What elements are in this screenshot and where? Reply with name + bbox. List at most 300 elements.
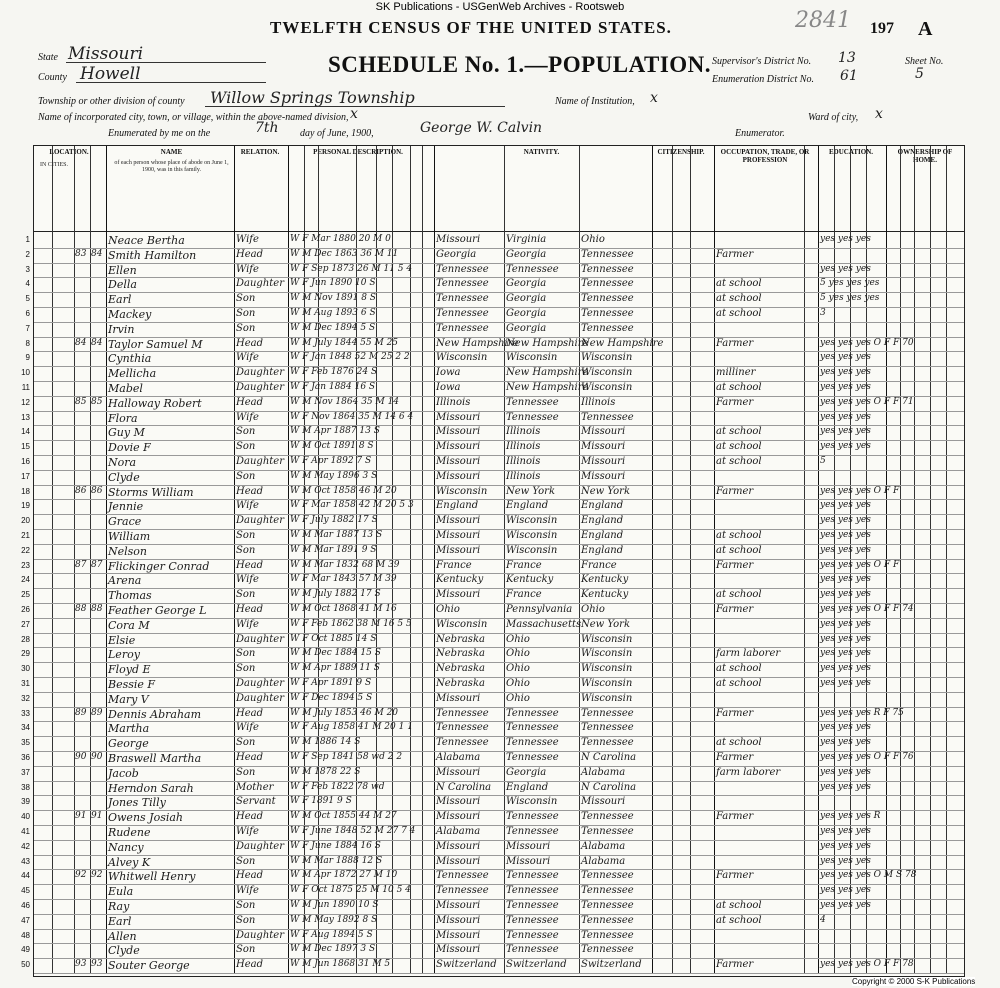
birthplace-father: Georgia xyxy=(506,293,547,305)
supervisor-value: 13 xyxy=(838,50,856,66)
birthplace-father: Ohio xyxy=(506,663,530,675)
birthplace-person: Missouri xyxy=(436,544,481,556)
birthplace-person: Tennessee xyxy=(436,722,489,734)
family-number: 84 xyxy=(91,337,103,348)
birthplace-mother: England xyxy=(581,544,624,556)
occupation: at school xyxy=(716,456,762,467)
row-number: 21 xyxy=(21,531,30,540)
person-name: Jacob xyxy=(108,766,139,780)
education-ownership: 5 xyxy=(820,456,826,466)
birthplace-father: Wisconsin xyxy=(506,530,558,541)
row-number: 6 xyxy=(25,309,30,318)
person-name: Whitwell Henry xyxy=(108,870,196,884)
occupation: at school xyxy=(716,589,762,601)
relation: Head xyxy=(236,337,264,349)
birthplace-person: Tennessee xyxy=(436,885,489,897)
education-ownership: yes yes yes xyxy=(820,648,871,659)
copyright-notice: Copyright © 2000 S-K Publications xyxy=(852,977,976,986)
birthplace-person: New Hampshire xyxy=(436,337,519,349)
birthplace-mother: Tennessee xyxy=(581,811,634,823)
enumerator-label: Enumerator. xyxy=(735,128,785,139)
relation: Son xyxy=(236,766,256,778)
education-ownership: yes yes yes xyxy=(820,500,871,511)
education-ownership: yes yes yes xyxy=(820,411,871,422)
relation: Head xyxy=(236,811,264,823)
birthplace-person: N Carolina xyxy=(436,781,492,793)
occupation: Farmer xyxy=(716,959,754,971)
birthplace-person: Tennessee xyxy=(436,278,489,290)
birthplace-father: New Hampshire xyxy=(506,382,589,393)
row-number: 20 xyxy=(21,516,30,526)
table-row xyxy=(34,973,964,974)
row-number: 29 xyxy=(21,649,30,659)
education-ownership: yes yes yes xyxy=(820,618,871,629)
birthplace-mother: New Hampshire xyxy=(581,337,664,349)
row-number: 47 xyxy=(21,915,30,925)
column-divider xyxy=(672,146,673,974)
relation: Wife xyxy=(236,618,259,630)
relation: Servant xyxy=(236,796,276,808)
birthplace-father: Ohio xyxy=(506,648,530,660)
personal-description: W M Nov 1891 8 S xyxy=(290,293,376,304)
col-location: LOCATION. xyxy=(49,148,89,156)
dwelling-number: 91 xyxy=(75,811,87,822)
relation: Son xyxy=(236,441,256,453)
birthplace-mother: Tennessee xyxy=(581,278,634,290)
birthplace-mother: Alabama xyxy=(581,840,626,852)
birthplace-person: Missouri xyxy=(436,411,481,423)
education-ownership: yes yes yes O F F 71 xyxy=(820,396,914,407)
birthplace-father: Tennessee xyxy=(506,870,559,882)
row-number: 35 xyxy=(21,738,30,748)
birthplace-person: Nebraska xyxy=(436,648,485,660)
birthplace-mother: Tennessee xyxy=(581,411,634,423)
personal-description: W F Aug 1894 5 S xyxy=(290,929,373,940)
row-number: 9 xyxy=(25,353,30,363)
personal-description: W F Jun 1890 10 S xyxy=(290,278,376,289)
education-ownership: yes yes yes R xyxy=(820,811,881,822)
personal-description: W F 1891 9 S xyxy=(290,796,352,807)
person-name: Herndon Sarah xyxy=(108,781,194,795)
birthplace-father: Tennessee xyxy=(506,396,559,408)
birthplace-father: New Hampshire xyxy=(506,367,589,379)
education-ownership: yes yes yes xyxy=(820,633,871,644)
relation: Daughter xyxy=(236,456,284,467)
occupation: at school xyxy=(716,900,762,911)
person-name: Clyde xyxy=(108,944,140,958)
birthplace-father: Tennessee xyxy=(506,707,559,719)
relation: Head xyxy=(236,485,264,497)
row-number: 39 xyxy=(21,797,30,807)
occupation: farm laborer xyxy=(716,648,781,660)
birthplace-person: Wisconsin xyxy=(436,618,488,630)
row-number: 28 xyxy=(21,634,30,644)
birthplace-father: Tennessee xyxy=(506,929,559,941)
birthplace-father: Tennessee xyxy=(506,900,559,911)
person-name: Rudene xyxy=(108,826,151,839)
person-name: Dennis Abraham xyxy=(108,707,202,721)
relation: Son xyxy=(236,589,256,601)
schedule-title: SCHEDULE No. 1.—POPULATION. xyxy=(328,52,712,77)
family-number: 91 xyxy=(91,811,103,822)
family-number: 86 xyxy=(91,485,103,496)
birthplace-father: Tennessee xyxy=(506,411,559,423)
column-divider xyxy=(818,146,819,974)
col-name-sub: of each person whose place of abode on June 1, 1900, was in this family. xyxy=(114,160,229,173)
ward-label: Ward of city, xyxy=(808,112,859,123)
birthplace-person: Alabama xyxy=(436,826,481,837)
relation: Wife xyxy=(236,234,259,245)
relation: Daughter xyxy=(236,692,284,704)
occupation: at school xyxy=(716,530,762,541)
relation: Son xyxy=(236,855,256,867)
birthplace-mother: Kentucky xyxy=(581,589,629,601)
institution-value: x xyxy=(650,90,658,106)
personal-description: W M Apr 1887 13 S xyxy=(290,426,380,437)
education-ownership: yes yes yes xyxy=(820,737,871,748)
sheet-value: 5 xyxy=(915,66,924,82)
birthplace-father: England xyxy=(506,781,549,793)
row-number: 1 xyxy=(25,235,30,244)
birthplace-father: Illinois xyxy=(506,456,541,467)
person-name: Floyd E xyxy=(108,663,151,677)
person-name: Cynthia xyxy=(108,352,152,366)
incorporated-value: x xyxy=(350,106,358,122)
birthplace-mother: England xyxy=(581,500,624,512)
birthplace-mother: Tennessee xyxy=(581,885,634,897)
institution-label: Name of Institution, xyxy=(555,96,635,107)
personal-description: W F Sep 1873 26 M 11 5 4 xyxy=(290,263,413,274)
birthplace-person: Tennessee xyxy=(436,707,489,719)
relation: Son xyxy=(236,293,256,305)
education-ownership: yes yes yes xyxy=(820,663,871,674)
personal-description: W M Nov 1864 35 M 14 xyxy=(290,396,400,407)
col-in-cities: IN CITIES. xyxy=(40,162,68,168)
relation: Head xyxy=(236,959,264,971)
birthplace-person: Missouri xyxy=(436,914,481,926)
personal-description: W M Oct 1868 41 M 16 xyxy=(290,604,397,614)
occupation: milliner xyxy=(716,367,756,379)
column-divider xyxy=(434,146,435,974)
birthplace-mother: Wisconsin xyxy=(581,382,633,393)
birthplace-person: Missouri xyxy=(436,840,481,852)
person-name: Nora xyxy=(108,456,137,469)
personal-description: W M Oct 1855 44 M 27 xyxy=(290,811,397,822)
birthplace-person: Nebraska xyxy=(436,663,485,675)
occupation: Farmer xyxy=(716,559,754,571)
birthplace-father: Tennessee xyxy=(506,811,559,823)
person-name: Allen xyxy=(108,929,137,943)
enumerated-label: Enumerated by me on the xyxy=(108,128,211,139)
county-label: County xyxy=(38,72,67,83)
column-divider xyxy=(652,146,653,974)
birthplace-father: Georgia xyxy=(506,278,547,290)
birthplace-person: Kentucky xyxy=(436,574,484,586)
relation: Daughter xyxy=(236,840,284,852)
enumerator-name: George W. Calvin xyxy=(420,120,543,136)
person-name: Arena xyxy=(108,574,142,588)
page-number: 197 xyxy=(870,20,894,37)
person-name: Della xyxy=(108,278,137,292)
person-name: Neace Bertha xyxy=(108,234,185,247)
row-number: 37 xyxy=(21,767,30,777)
occupation: at school xyxy=(716,441,762,453)
personal-description: W M Apr 1872 27 M 10 xyxy=(290,870,398,881)
birthplace-father: France xyxy=(506,589,542,601)
occupation: at school xyxy=(716,278,762,290)
relation: Daughter xyxy=(236,678,284,689)
birthplace-person: Iowa xyxy=(436,367,461,379)
birthplace-mother: New York xyxy=(581,618,630,630)
row-number: 36 xyxy=(21,753,30,762)
birthplace-mother: Tennessee xyxy=(581,929,634,941)
column-divider xyxy=(288,146,289,974)
family-number: 88 xyxy=(91,604,103,614)
birthplace-mother: Missouri xyxy=(581,426,626,438)
education-ownership: yes yes yes xyxy=(820,426,871,437)
personal-description: W F Mar 1858 42 M 20 5 3 xyxy=(290,500,414,511)
relation: Daughter xyxy=(236,633,284,645)
birthplace-person: Tennessee xyxy=(436,263,489,275)
col-ownership: OWNERSHIP OF HOME. xyxy=(897,148,953,164)
birthplace-father: Tennessee xyxy=(506,722,559,734)
relation: Wife xyxy=(236,500,259,512)
row-number: 43 xyxy=(21,856,30,866)
personal-description: W M Mar 1888 12 S xyxy=(290,855,383,866)
education-ownership: yes yes yes xyxy=(820,515,871,526)
person-name: Ellen xyxy=(108,263,137,277)
personal-description: W M Mar 1887 13 S xyxy=(290,530,383,540)
birthplace-mother: Tennessee xyxy=(581,826,634,837)
enumeration-value: 61 xyxy=(840,68,858,84)
column-divider xyxy=(690,146,691,974)
row-number: 22 xyxy=(21,545,30,555)
person-name: Guy M xyxy=(108,426,145,440)
birthplace-father: Illinois xyxy=(506,441,541,453)
education-ownership: yes yes yes xyxy=(820,900,871,910)
row-number: 17 xyxy=(21,471,30,481)
relation: Wife xyxy=(236,826,259,837)
person-name: Mackey xyxy=(108,308,152,321)
relation: Son xyxy=(236,530,256,541)
birthplace-mother: Wisconsin xyxy=(581,678,633,689)
person-name: Elsie xyxy=(108,633,136,647)
birthplace-mother: Kentucky xyxy=(581,574,629,586)
birthplace-father: Pennsylvania xyxy=(506,604,573,615)
personal-description: W M Oct 1858 46 M 20 xyxy=(290,485,397,496)
birthplace-father: Missouri xyxy=(506,840,551,852)
row-number: 40 xyxy=(21,812,30,822)
column-divider xyxy=(579,146,580,974)
personal-description: W F Jan 1884 16 S xyxy=(290,382,376,392)
birthplace-person: Missouri xyxy=(436,426,481,438)
birthplace-person: Tennessee xyxy=(436,308,489,319)
birthplace-person: Alabama xyxy=(436,752,481,763)
birthplace-mother: Tennessee xyxy=(581,248,634,260)
birthplace-mother: England xyxy=(581,530,624,541)
personal-description: W F Mar 1880 20 M 0 xyxy=(290,234,391,244)
personal-description: W F July 1882 17 S xyxy=(290,515,378,526)
row-number: 24 xyxy=(21,575,30,585)
column-divider xyxy=(714,146,715,974)
birthplace-mother: Tennessee xyxy=(581,722,634,734)
birthplace-person: Nebraska xyxy=(436,678,485,689)
occupation: Farmer xyxy=(716,337,754,349)
relation: Son xyxy=(236,308,256,319)
personal-description: W F Dec 1894 5 S xyxy=(290,692,373,703)
birthplace-father: Illinois xyxy=(506,470,541,482)
relation: Wife xyxy=(236,722,259,734)
relation: Wife xyxy=(236,411,259,423)
dwelling-number: 92 xyxy=(75,870,87,881)
row-number: 10 xyxy=(21,368,30,378)
population-table xyxy=(21,145,965,977)
relation: Head xyxy=(236,752,264,763)
row-number: 7 xyxy=(25,323,30,333)
personal-description: W M May 1896 3 S xyxy=(290,470,378,481)
person-name: Storms William xyxy=(108,485,194,499)
birthplace-father: Tennessee xyxy=(506,885,559,897)
birthplace-mother: Alabama xyxy=(581,766,626,778)
birthplace-father: England xyxy=(506,500,549,512)
birthplace-person: Missouri xyxy=(436,796,481,808)
personal-description: W M Jun 1890 10 S xyxy=(290,900,379,910)
person-name: Mellicha xyxy=(108,367,157,381)
row-number: 46 xyxy=(21,901,30,910)
education-ownership: yes yes yes xyxy=(820,589,871,600)
person-name: Thomas xyxy=(108,589,152,603)
personal-description: W M 1878 22 S xyxy=(290,766,361,777)
birthplace-father: Tennessee xyxy=(506,944,559,956)
row-number: 30 xyxy=(21,664,30,674)
personal-description: W F Oct 1885 14 S xyxy=(290,633,377,644)
relation: Daughter xyxy=(236,278,284,290)
col-personal: PERSONAL DESCRIPTION. xyxy=(313,148,403,156)
person-name: Earl xyxy=(108,914,132,928)
birthplace-father: Georgia xyxy=(506,248,547,260)
state-label: State xyxy=(38,52,58,63)
dwelling-number: 86 xyxy=(75,485,87,496)
birthplace-person: Iowa xyxy=(436,382,461,393)
birthplace-person: Wisconsin xyxy=(436,485,488,497)
person-name: Martha xyxy=(108,722,150,736)
row-number: 32 xyxy=(21,693,30,703)
person-name: Alvey K xyxy=(108,855,151,869)
occupation: Farmer xyxy=(716,811,754,823)
birthplace-mother: Tennessee xyxy=(581,737,634,749)
dwelling-number: 83 xyxy=(75,248,87,259)
birthplace-mother: New York xyxy=(581,485,630,497)
enumerated-month: day of June, 1900, xyxy=(300,128,374,139)
person-name: Ray xyxy=(108,900,130,913)
relation: Son xyxy=(236,544,256,556)
person-name: Clyde xyxy=(108,470,140,484)
birthplace-mother: Tennessee xyxy=(581,900,634,911)
row-number: 18 xyxy=(21,486,30,496)
person-name: Dovie F xyxy=(108,441,151,455)
occupation: farm laborer xyxy=(716,766,781,778)
birthplace-person: Missouri xyxy=(436,929,481,941)
family-number: 89 xyxy=(91,707,103,718)
county-underline xyxy=(76,82,266,83)
birthplace-mother: Wisconsin xyxy=(581,663,633,675)
row-number: 33 xyxy=(21,708,30,718)
birthplace-mother: Wisconsin xyxy=(581,352,633,364)
education-ownership: yes yes yes O F F 74 xyxy=(820,604,914,614)
personal-description: W M Dec 1884 15 S xyxy=(290,648,381,659)
education-ownership: yes yes yes xyxy=(820,826,871,836)
col-nativity: NATIVITY. xyxy=(523,148,560,156)
birthplace-father: Ohio xyxy=(506,678,530,689)
row-number: 49 xyxy=(21,945,30,955)
row-number: 41 xyxy=(21,827,30,836)
relation: Head xyxy=(236,707,264,719)
row-number: 48 xyxy=(21,930,30,940)
education-ownership: yes yes yes O F F xyxy=(820,485,900,496)
personal-description: W M Oct 1891 8 S xyxy=(290,441,374,452)
row-number: 25 xyxy=(21,590,30,600)
birthplace-mother: Ohio xyxy=(581,234,605,245)
birthplace-mother: Illinois xyxy=(581,396,616,408)
education-ownership: yes yes yes xyxy=(820,234,871,244)
relation: Son xyxy=(236,426,256,438)
page-letter: A xyxy=(918,18,933,40)
occupation: at school xyxy=(716,737,762,749)
occupation: Farmer xyxy=(716,604,754,615)
relation: Wife xyxy=(236,352,259,364)
birthplace-person: Tennessee xyxy=(436,293,489,305)
birthplace-person: Wisconsin xyxy=(436,352,488,364)
person-name: Braswell Martha xyxy=(108,752,202,765)
relation: Son xyxy=(236,663,256,675)
personal-description: W F Aug 1858 41 M 20 1 1 xyxy=(290,722,413,733)
birthplace-person: Missouri xyxy=(436,589,481,601)
person-name: Souter George xyxy=(108,959,190,973)
col-education: EDUCATION. xyxy=(828,148,873,156)
relation: Wife xyxy=(236,574,259,586)
dwelling-number: 84 xyxy=(75,337,87,348)
person-name: Jones Tilly xyxy=(108,796,166,810)
birthplace-father: Tennessee xyxy=(506,737,559,749)
birthplace-person: France xyxy=(436,559,472,571)
education-ownership: yes yes yes R F 75 xyxy=(820,707,904,718)
relation: Son xyxy=(236,470,256,482)
person-name: Jennie xyxy=(108,500,144,514)
relation: Son xyxy=(236,914,256,926)
family-number: 90 xyxy=(91,752,103,762)
family-number: 84 xyxy=(91,248,103,259)
education-ownership: yes yes yes xyxy=(820,722,871,733)
relation: Wife xyxy=(236,885,259,897)
occupation: at school xyxy=(716,678,762,689)
birthplace-person: Missouri xyxy=(436,692,481,704)
dwelling-number: 85 xyxy=(75,396,87,407)
birthplace-father: Wisconsin xyxy=(506,515,558,527)
row-number: 27 xyxy=(21,619,30,629)
column-divider xyxy=(234,146,235,974)
birthplace-person: Missouri xyxy=(436,811,481,823)
education-ownership: 3 xyxy=(820,308,826,318)
family-number: 92 xyxy=(91,870,103,881)
sheet-label: Sheet No. xyxy=(905,56,944,67)
personal-description: W F Feb 1822 78 wd xyxy=(290,781,385,792)
birthplace-person: Tennessee xyxy=(436,322,489,334)
row-number: 19 xyxy=(21,501,30,511)
township-label: Township or other division of county xyxy=(38,96,185,107)
birthplace-person: Missouri xyxy=(436,441,481,453)
dwelling-number: 89 xyxy=(75,707,87,718)
birthplace-person: Tennessee xyxy=(436,870,489,882)
